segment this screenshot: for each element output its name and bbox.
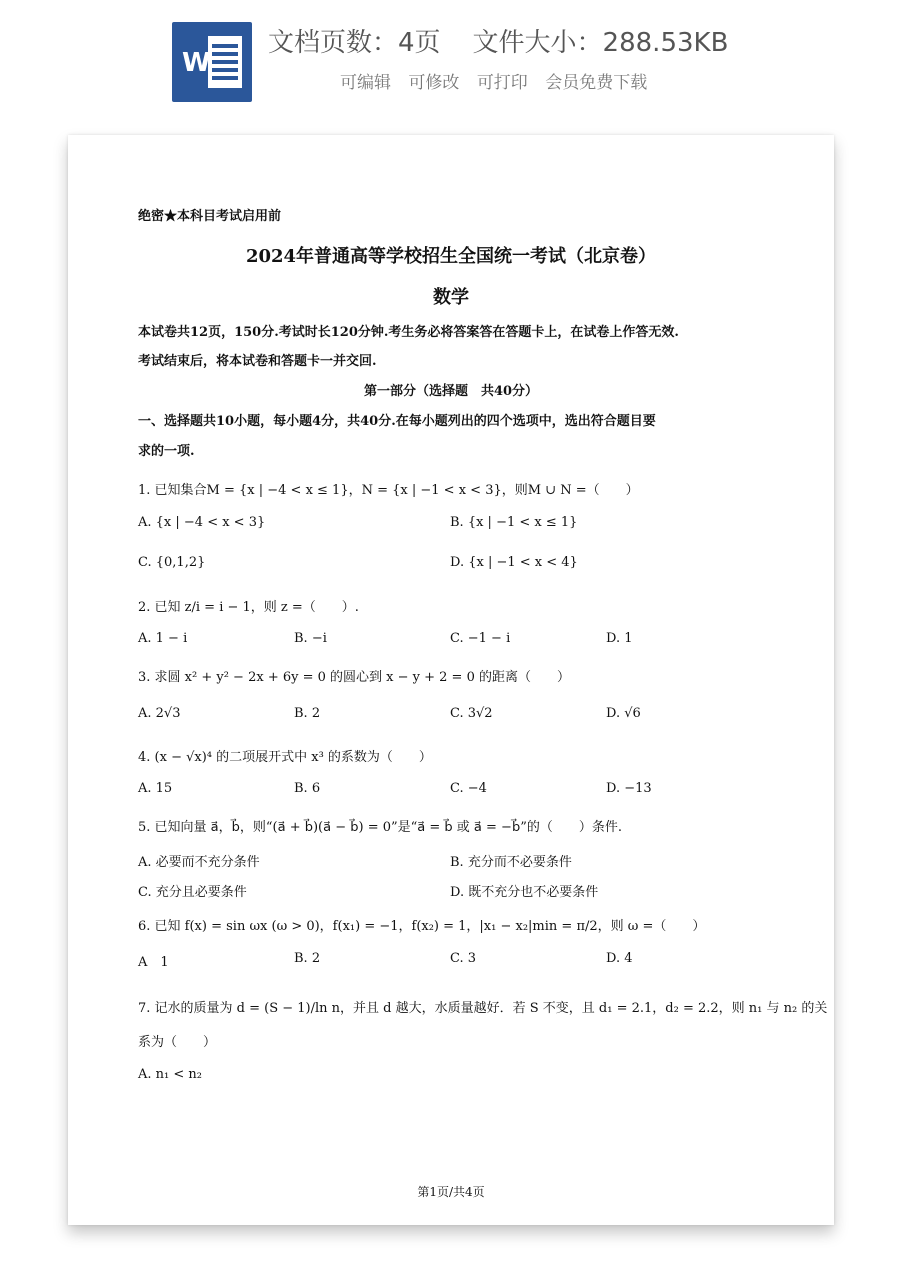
question-5-stem: 5. 已知向量 a⃗，b⃗，则“(a⃗ + b⃗)(a⃗ − b⃗) = 0”是“a⃗ = b⃗ 或 a⃗ = −b⃗”的（ ）条件. bbox=[138, 820, 622, 835]
word-doc-icon bbox=[172, 22, 252, 102]
confidential-note: 绝密★本科目考试启用前 bbox=[138, 209, 282, 224]
feature-printable: 可打印 bbox=[476, 73, 528, 93]
download-banner bbox=[0, 0, 900, 120]
question-2-option-d: D. 1 bbox=[606, 631, 633, 646]
question-5-option-d: D. 既不充分也不必要条件 bbox=[450, 885, 599, 900]
question-6-stem: 6. 已知 f(x) = sin ωx (ω > 0)，f(x₁) = −1，f(x₂) = 1，|x₁ − x₂|min = π/2，则 ω =（ ） bbox=[138, 919, 706, 934]
instruction-line-1: 本试卷共12页，150分.考试时长120分钟.考生务必将答案答在答题卡上，在试卷上作答无效. bbox=[138, 325, 679, 340]
question-3-option-a: A. 2√3 bbox=[138, 706, 181, 721]
question-2-option-b: B. −i bbox=[294, 631, 327, 646]
banner-title bbox=[268, 22, 728, 59]
question-3-option-d: D. √6 bbox=[606, 706, 641, 721]
question-3-option-b: B. 2 bbox=[294, 706, 321, 721]
question-1-option-a: A. {x | −4 < x < 3} bbox=[138, 515, 266, 530]
question-1-option-c: C. {0,1,2} bbox=[138, 555, 206, 570]
question-1-option-d: D. {x | −1 < x < 4} bbox=[450, 555, 578, 570]
question-4-option-b: B. 6 bbox=[294, 781, 321, 796]
question-2-stem: 2. 已知 z/i = i − 1，则 z =（ ）. bbox=[138, 600, 359, 615]
question-7-option-a: A. n₁ < n₂ bbox=[138, 1067, 202, 1082]
question-2-option-a: A. 1 − i bbox=[138, 631, 188, 646]
page-footer: 第1页/共4页 bbox=[417, 1185, 485, 1199]
instruction-line-2: 考试结束后，将本试卷和答题卡一并交回. bbox=[138, 354, 377, 369]
question-3-stem: 3. 求圆 x² + y² − 2x + 6y = 0 的圆心到 x − y + 2 = 0 的距离（ ） bbox=[138, 670, 570, 685]
question-4-stem: 4. (x − √x)⁴ 的二项展开式中 x³ 的系数为（ ） bbox=[138, 750, 432, 765]
question-7-stem-line-2: 系为（ ） bbox=[138, 1035, 217, 1050]
question-6-option-c: C. 3 bbox=[450, 951, 477, 966]
question-4-option-c: C. −4 bbox=[450, 781, 487, 796]
section-heading-line-1: 一、选择题共10小题，每小题4分，共40分.在每小题列出的四个选项中，选出符合题目要 bbox=[138, 414, 656, 429]
question-4-option-d: D. −13 bbox=[606, 781, 652, 796]
word-letter: W bbox=[182, 48, 211, 78]
feature-editable: 可编辑 bbox=[340, 73, 391, 93]
question-1-stem: 1. 已知集合M = {x | −4 < x ≤ 1}，N = {x | −1 < x < 3}，则M ∪ N =（ ） bbox=[138, 483, 639, 498]
section-heading-line-2: 求的一项. bbox=[138, 444, 195, 459]
part-heading: 第一部分（选择题 共40分） bbox=[363, 384, 539, 399]
subject-title: 数学 bbox=[433, 287, 469, 308]
question-2-option-c: C. −1 − i bbox=[450, 631, 511, 646]
file-size: 文件大小：288.53KB bbox=[472, 28, 729, 58]
feature-modifiable: 可修改 bbox=[408, 73, 460, 93]
question-6-option-b: B. 2 bbox=[294, 951, 321, 966]
question-4-option-a: A. 15 bbox=[138, 781, 173, 796]
page-count: 文档页数：4页 bbox=[268, 28, 441, 58]
question-5-option-b: B. 充分而不必要条件 bbox=[450, 855, 572, 870]
question-5-option-a: A. 必要而不充分条件 bbox=[138, 855, 260, 870]
question-6-option-d: D. 4 bbox=[606, 951, 633, 966]
question-1-option-b: B. {x | −1 < x ≤ 1} bbox=[450, 515, 578, 530]
question-7-stem-line-1: 7. 记水的质量为 d = (S − 1)/ln n，并且 d 越大，水质量越好．若 S 不变，且 d₁ = 2.1，d₂ = 2.2，则 n₁ 与 n₂ 的关 bbox=[138, 1001, 828, 1016]
question-5-option-c: C. 充分且必要条件 bbox=[138, 885, 247, 900]
exam-title: 2024年普通高等学校招生全国统一考试（北京卷） bbox=[245, 246, 657, 267]
question-3-option-c: C. 3√2 bbox=[450, 706, 493, 721]
feature-list bbox=[340, 68, 659, 93]
feature-free-download: 会员免费下载 bbox=[545, 73, 648, 93]
exam-page bbox=[68, 135, 834, 1225]
question-6-option-a: A 1 bbox=[138, 955, 169, 970]
